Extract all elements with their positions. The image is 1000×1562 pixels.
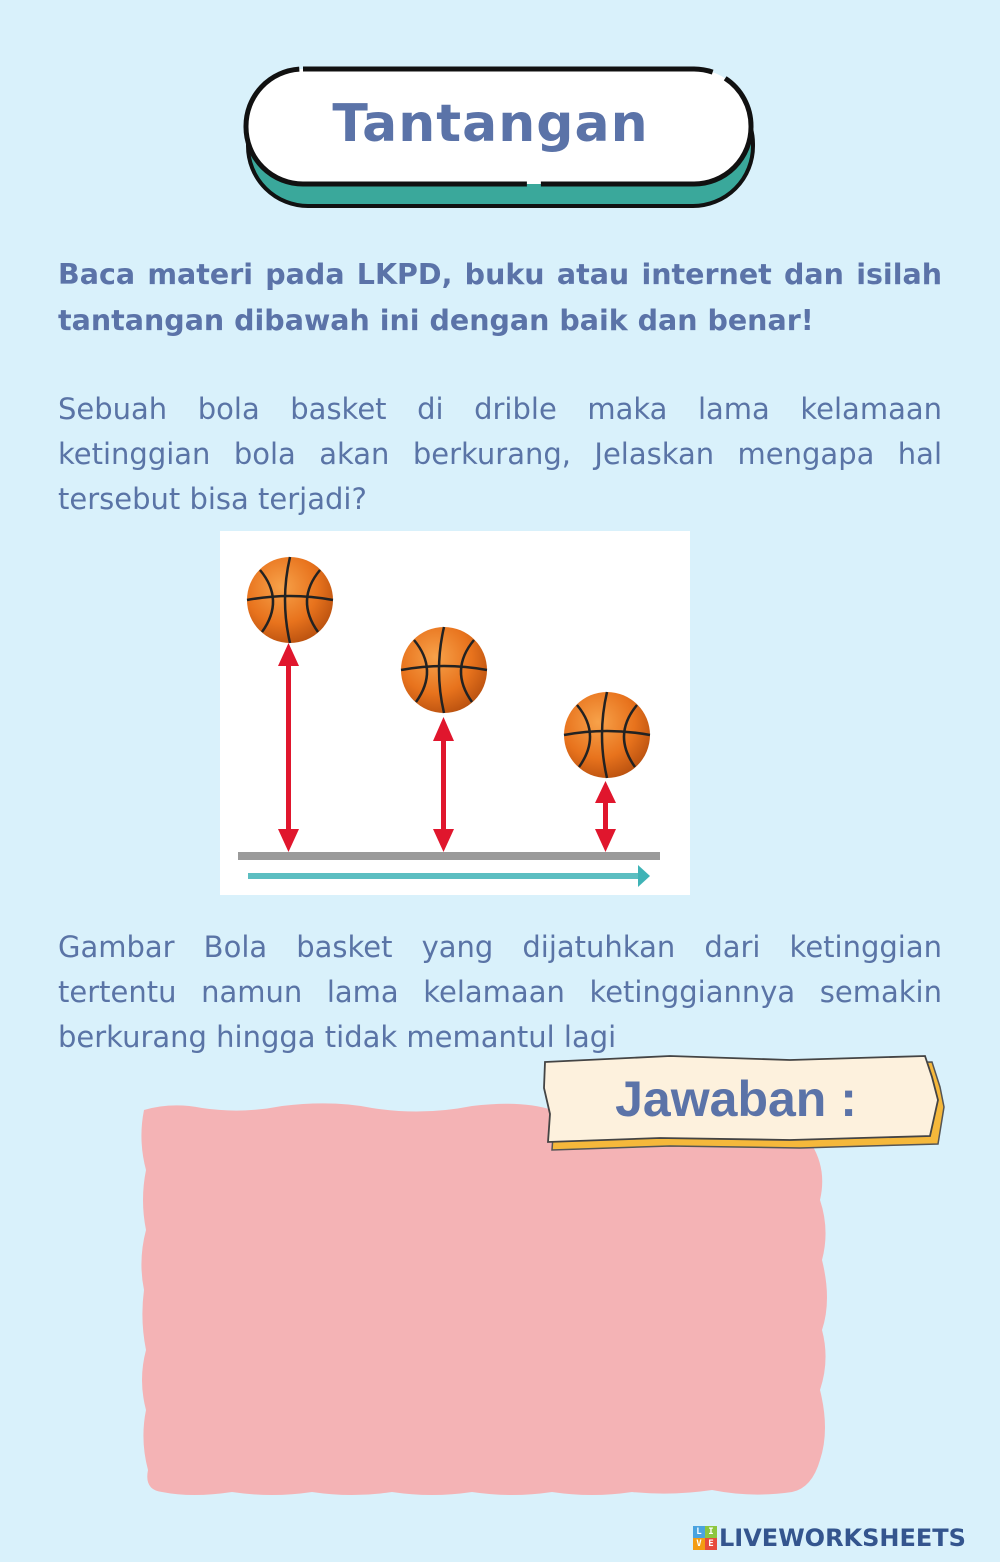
red-double-arrow-icon xyxy=(278,643,299,852)
brand-name: LIVEWORKSHEETS xyxy=(719,1524,966,1552)
red-double-arrow-icon xyxy=(433,717,454,852)
question-text: Sebuah bola basket di drible maka lama kelamaan ketinggian bola akan berkurang, Jelaskan mengapa hal tersebut bisa terjadi? xyxy=(58,392,942,516)
basketball-icon xyxy=(401,627,487,713)
page-title: Tantangan xyxy=(332,94,649,154)
basketball-icon xyxy=(564,692,650,778)
answer-label: Jawaban : xyxy=(615,1071,857,1127)
title-banner xyxy=(243,64,758,212)
answer-box-shape xyxy=(141,1103,827,1495)
answer-input-area[interactable] xyxy=(132,1100,832,1500)
teal-arrow-icon xyxy=(248,865,650,887)
instruction-text: Baca materi pada LKPD, buku atau internet dan isilah tantangan dibawah ini dengan baik dan benar! xyxy=(58,258,942,337)
ground-line xyxy=(238,852,660,860)
red-double-arrow-icon xyxy=(595,781,616,852)
answer-label-badge xyxy=(540,1052,948,1152)
basketball-icon xyxy=(247,557,333,643)
liveworksheets-logo xyxy=(693,1522,966,1554)
figure-caption: Gambar Bola basket yang dijatuhkan dari ketinggian tertentu namun lama kelamaan ketinggiannya semakin berkurang hingga tidak memantul lagi xyxy=(58,930,942,1054)
liveworksheets-logo-icon: L I V E xyxy=(693,1526,717,1550)
basketball-bounce-figure xyxy=(220,531,690,895)
